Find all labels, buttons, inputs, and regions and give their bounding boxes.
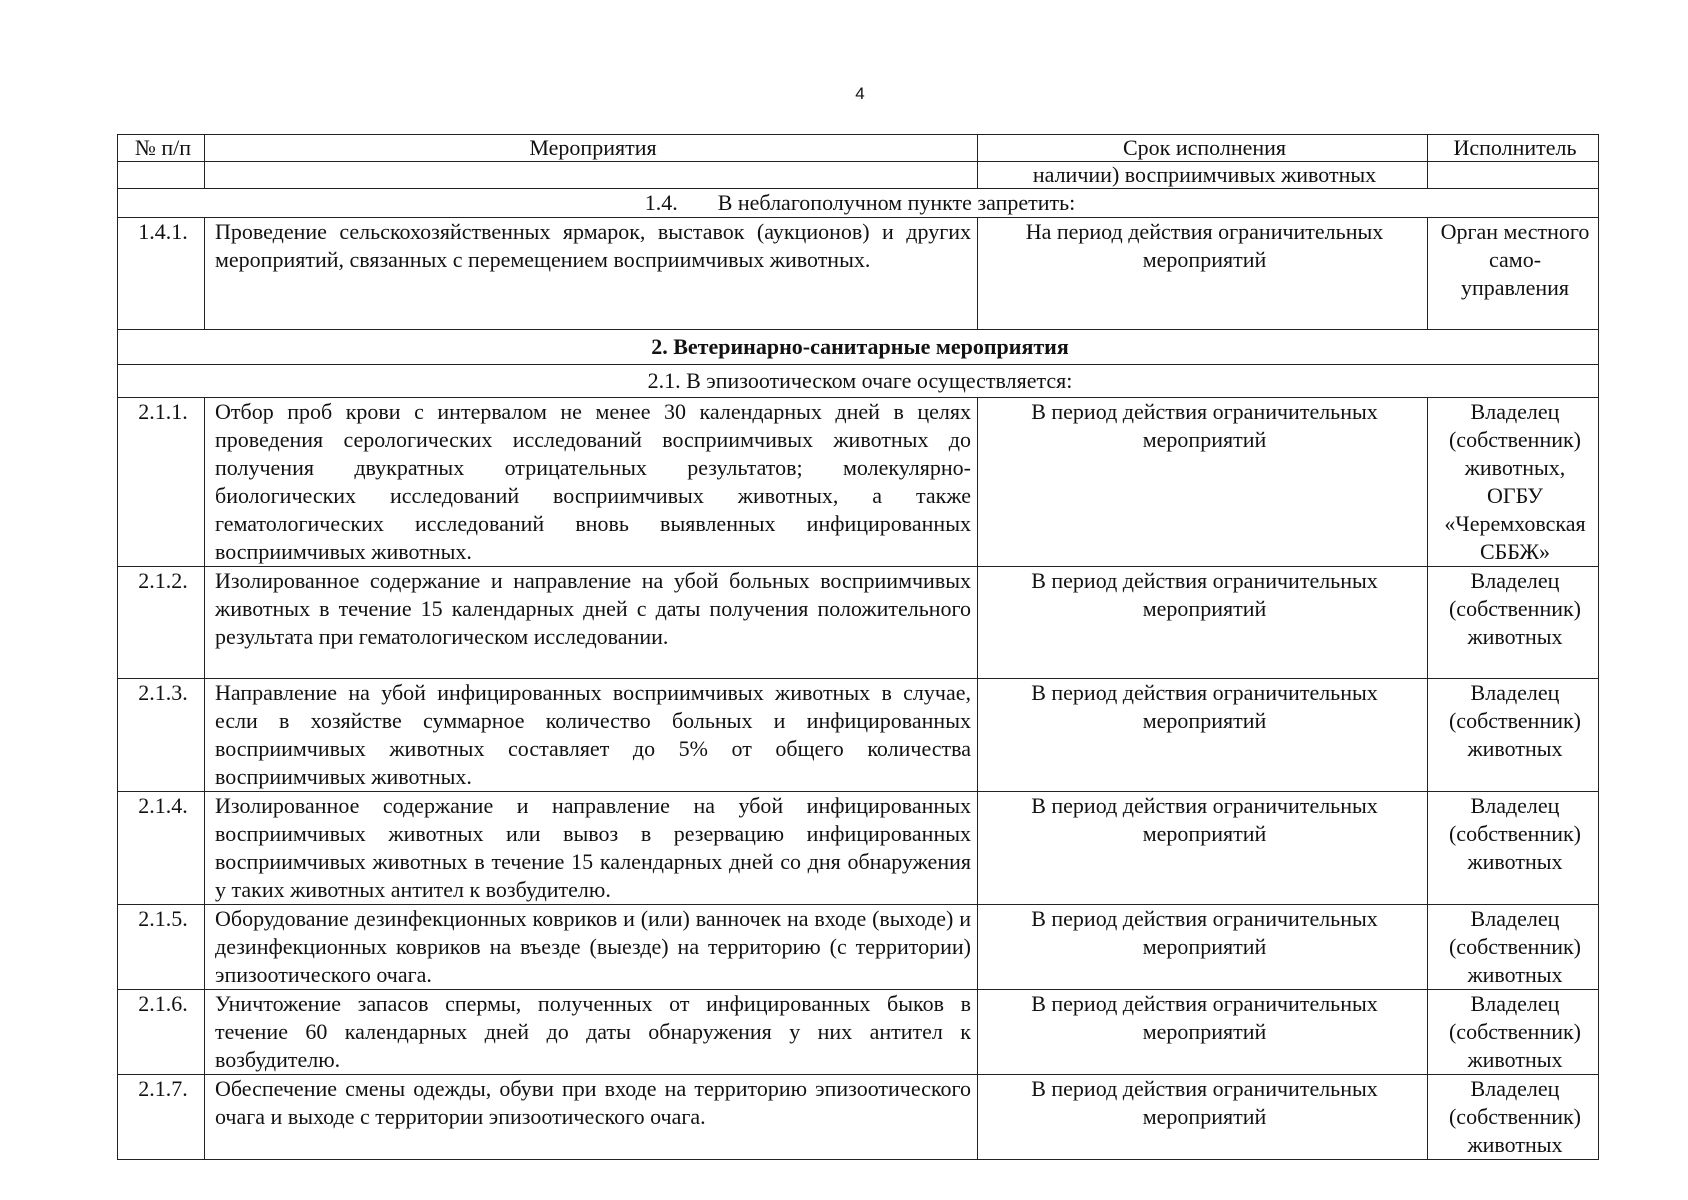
row-measure: Обеспечение смены одежды, обуви при входе на территорию эпизоотического очага и выходе с территории эпизоотического очага. (205, 1075, 978, 1160)
table-body (118, 162, 1599, 1160)
row-term: На период действия ограничительных мероприятий (978, 218, 1428, 330)
header-measure: Мероприятия (205, 135, 978, 162)
row-measure: Отбор проб крови с интервалом не менее 30 календарных дней в целях проведения серологических исследований восприимчивых животных до получения двукратных отрицательных результатов; молекулярно-биологических исследований восприимчивых животных, а также гематологических исследований вновь выявленных инфицированных восприимчивых животных. (205, 398, 978, 567)
row-executor: Владелец (собственник) животных (1428, 1075, 1599, 1160)
row-num: 2.1.5. (118, 905, 205, 990)
cell-executor (1428, 162, 1599, 189)
header-num: № п/п (118, 135, 205, 162)
section-2-1-heading: 2.1. В эпизоотическом очаге осуществляется: (118, 365, 1599, 398)
row-executor: Владелец (собственник) животных (1428, 905, 1599, 990)
section-1-4-heading (118, 189, 1599, 218)
header-term: Срок исполнения (978, 135, 1428, 162)
table-header (118, 135, 1599, 162)
section-1-4-text: В неблагополучном пункте запретить: (717, 190, 1076, 215)
cell-measure (205, 162, 978, 189)
row-measure: Оборудование дезинфекционных ковриков и (или) ванночек на входе (выходе) и дезинфекционных ковриков на въезде (выезде) на территорию (с территории) эпизоотического очага. (205, 905, 978, 990)
row-num: 2.1.4. (118, 792, 205, 905)
row-executor: Владелец (собственник) животных, ОГБУ «Черемховская СББЖ» (1428, 398, 1599, 567)
table-row (118, 567, 1599, 679)
row-executor: Владелец (собственник) животных (1428, 567, 1599, 679)
row-num: 2.1.3. (118, 679, 205, 792)
row-num: 1.4.1. (118, 218, 205, 330)
row-executor: Орган местного само-управления (1428, 218, 1599, 330)
continuation-term: наличии) восприимчивых животных (978, 162, 1428, 189)
section-2-1-row (118, 365, 1599, 398)
row-term: В период действия ограничительных мероприятий (978, 905, 1428, 990)
table-row (118, 218, 1599, 330)
table-row (118, 990, 1599, 1075)
table-row (118, 905, 1599, 990)
row-executor: Владелец (собственник) животных (1428, 792, 1599, 905)
row-executor: Владелец (собственник) животных (1428, 990, 1599, 1075)
cell-num (118, 162, 205, 189)
section-2-row (118, 330, 1599, 365)
table-row (118, 679, 1599, 792)
row-term: В период действия ограничительных мероприятий (978, 1075, 1428, 1160)
row-term: В период действия ограничительных мероприятий (978, 990, 1428, 1075)
measures-table (117, 134, 1599, 1160)
row-measure: Уничтожение запасов спермы, полученных от инфицированных быков в течение 60 календарных дней до даты обнаружения у них антител к возбудителю. (205, 990, 978, 1075)
row-term: В период действия ограничительных мероприятий (978, 679, 1428, 792)
table-row (118, 398, 1599, 567)
section-1-4-row (118, 189, 1599, 218)
header-executor: Исполнитель (1428, 135, 1599, 162)
table-row (118, 792, 1599, 905)
row-term: В период действия ограничительных мероприятий (978, 398, 1428, 567)
page-number: 4 (855, 84, 865, 103)
row-measure: Проведение сельскохозяйственных ярмарок, выставок (аукционов) и других мероприятий, связанных с перемещением восприимчивых животных. (205, 218, 978, 330)
row-executor: Владелец (собственник) животных (1428, 679, 1599, 792)
section-1-4-num: 1.4. (644, 190, 678, 215)
row-num: 2.1.2. (118, 567, 205, 679)
continuation-row (118, 162, 1599, 189)
row-num: 2.1.6. (118, 990, 205, 1075)
row-measure: Изолированное содержание и направление на убой инфицированных восприимчивых животных или вывоз в резервацию инфицированных восприимчивых животных в течение 15 календарных дней со дня обнаружения у таких животных антител к возбудителю. (205, 792, 978, 905)
row-measure: Изолированное содержание и направление на убой больных восприимчивых животных в течение 15 календарных дней с даты получения положительного результата при гематологическом исследовании. (205, 567, 978, 679)
section-2-title: 2. Ветеринарно-санитарные мероприятия (118, 330, 1599, 365)
row-term: В период действия ограничительных мероприятий (978, 567, 1428, 679)
row-term: В период действия ограничительных мероприятий (978, 792, 1428, 905)
row-num: 2.1.1. (118, 398, 205, 567)
row-measure: Направление на убой инфицированных восприимчивых животных в случае, если в хозяйстве суммарное количество больных и инфицированных восприимчивых животных составляет до 5% от общего количества восприимчивых животных. (205, 679, 978, 792)
row-num: 2.1.7. (118, 1075, 205, 1160)
table-row (118, 1075, 1599, 1160)
